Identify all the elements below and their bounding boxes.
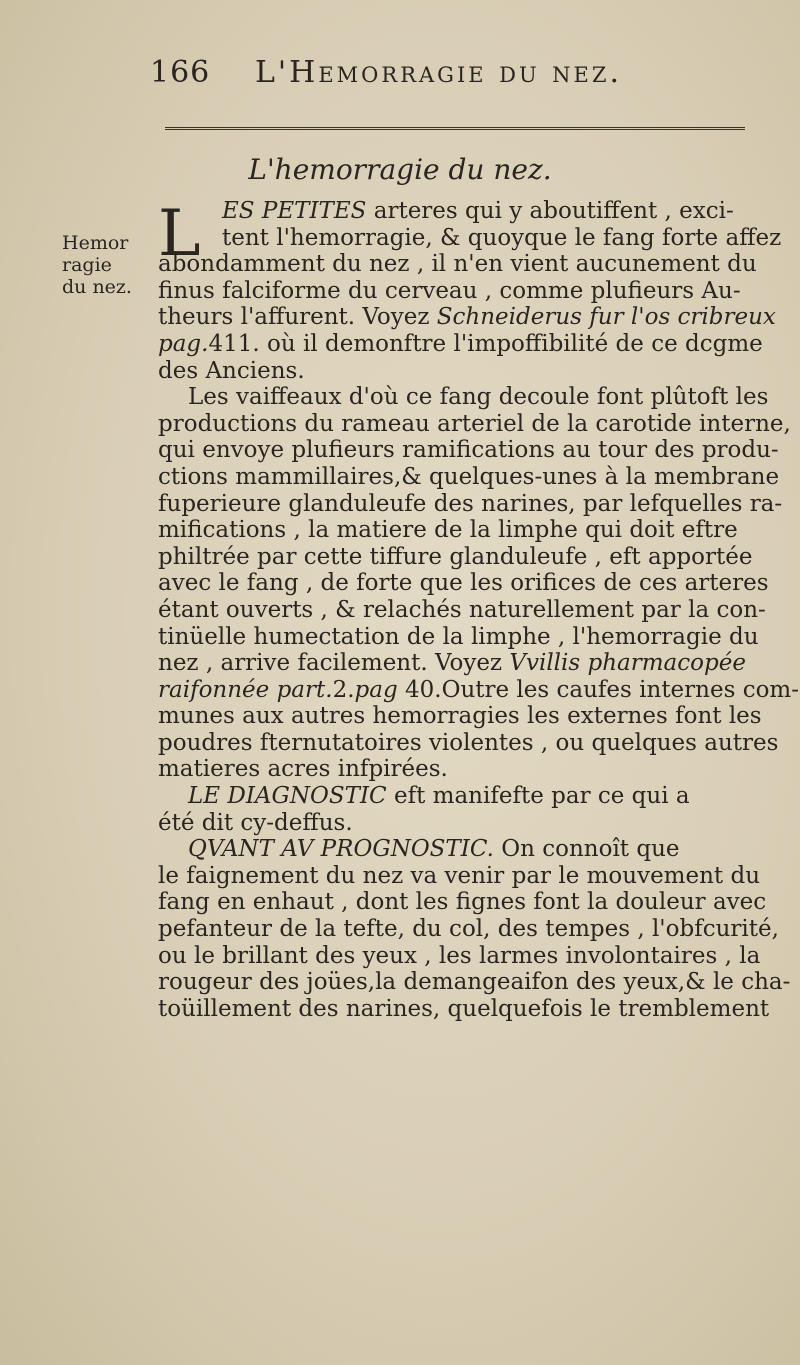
text-line: [158, 251, 770, 278]
italic-text: ES PETITES: [222, 198, 367, 224]
text-run: 2.: [332, 676, 355, 703]
text-line: [158, 198, 770, 225]
text-line: [158, 889, 770, 916]
italic-text: pag: [354, 676, 398, 703]
text-run: rougeur des joües,la demangeaifon des yeux,& le cha-: [158, 969, 791, 996]
italic-text: raifonnée part.: [158, 676, 333, 703]
text-line: [158, 996, 770, 1023]
text-run: mifications , la matiere de la limphe qui doit eftre: [158, 517, 738, 544]
margin-note-line: ragie: [62, 254, 112, 276]
text-run: 40.Outre les caufes internes com-: [397, 676, 800, 703]
text-line: [158, 597, 770, 624]
text-run: étant ouverts , & relachés naturellement par la con-: [158, 596, 766, 623]
italic-text: LE DIAGNOSTIC: [188, 783, 387, 810]
margin-note: [62, 232, 152, 298]
text-line: [158, 490, 783, 518]
drop-cap: L: [158, 197, 201, 271]
text-line: [158, 783, 770, 810]
running-title: L'Hemorragie du nez.: [255, 55, 623, 90]
text-run: arteres qui y aboutiffent , exci-: [366, 198, 734, 224]
margin-note-line: du nez.: [62, 276, 132, 298]
text-line: [158, 224, 782, 252]
text-line: [158, 810, 770, 837]
text-run: productions du rameau arteriel de la carotide interne,: [158, 410, 791, 437]
text-run: avec le fang , de forte que les orifices de ces arteres: [158, 570, 769, 597]
text-line: [158, 624, 770, 651]
text-line: [158, 916, 779, 943]
text-run: le faignement du nez va venir par le mouvement du: [158, 862, 761, 889]
text-run: poudres fternutatoires violentes , ou quelques autres: [158, 729, 779, 756]
text-run: qui envoye plufieurs ramifications au tour des produ-: [158, 437, 779, 464]
text-run: 411. où il demonftre l'impoffibilité de ce dcgme: [208, 330, 763, 357]
text-run: fuperieure glanduleufe des narines, par lefquelles ra-: [158, 490, 783, 517]
text-line: [158, 463, 780, 491]
text-run: des Anciens.: [158, 357, 305, 384]
text-run: Les vaiffeaux d'où ce fang decoule font plûtoft les: [188, 384, 769, 411]
text-line: [158, 836, 770, 863]
text-line: [158, 863, 770, 890]
italic-text: QVANT AV PROGNOSTIC.: [188, 836, 494, 863]
text-run: philtrée par cette tiffure glanduleufe , eft apportée: [158, 543, 753, 570]
text-line: [158, 943, 770, 970]
text-line: [158, 729, 779, 757]
text-line: [158, 304, 776, 331]
text-run: fang en enhaut , dont les fignes font la douleur avec: [158, 889, 767, 916]
text-line: [158, 358, 770, 385]
section-title: L'hemorragie du nez.: [248, 153, 552, 186]
text-run: matieres acres infpirées.: [158, 756, 448, 783]
margin-note-line: Hemor: [62, 232, 129, 254]
text-run: toüillement des narines, quelquefois le tremblement: [158, 995, 770, 1022]
text-line: [158, 676, 800, 704]
text-run: nez , arrive facilement. Voyez: [158, 650, 510, 677]
text-run: abondamment du nez , il n'en vient aucunement du: [158, 251, 757, 278]
text-run: theurs l'affurent. Voyez: [158, 304, 437, 331]
text-run: ctions mammillaires,& quelques-unes à la membrane: [158, 463, 780, 490]
body-text: [158, 197, 800, 1022]
header-rule: [165, 127, 745, 130]
text-run: eft manifefte par ce qui a: [386, 783, 690, 810]
text-run: munes aux autres hemorragies les externes font les: [158, 703, 762, 730]
text-line: [158, 278, 770, 305]
text-line: [158, 703, 770, 730]
text-run: pefanteur de la tefte, du col, des tempes , l'obfcurité,: [158, 916, 779, 943]
text-run: été dit cy-deffus.: [158, 809, 353, 836]
text-line: [158, 331, 770, 358]
text-line: [158, 544, 770, 571]
text-run: tent l'hemorragie, & quoyque le fang forte affez: [222, 224, 782, 251]
italic-text: pag.: [158, 330, 209, 357]
text-line: [158, 969, 791, 996]
text-run: ou le brillant des yeux , les larmes involontaires , la: [158, 942, 761, 969]
text-line: [158, 384, 770, 411]
text-run: tinüelle humectation de la limphe , l'hemorragie du: [158, 623, 759, 650]
text-line: [158, 517, 770, 544]
text-line: [158, 756, 770, 783]
italic-text: Vvillis pharmacopée: [509, 650, 746, 677]
text-line: [158, 650, 770, 677]
text-run: finus falciforme du cerveau , comme plufieurs Au-: [158, 277, 741, 304]
text-line: [158, 437, 779, 464]
page-number: 166: [150, 55, 211, 90]
italic-text: Schneiderus fur l'os cribreux: [436, 304, 776, 331]
text-line: [158, 410, 791, 438]
text-run: On connoît que: [493, 836, 680, 863]
text-line: [158, 570, 770, 597]
